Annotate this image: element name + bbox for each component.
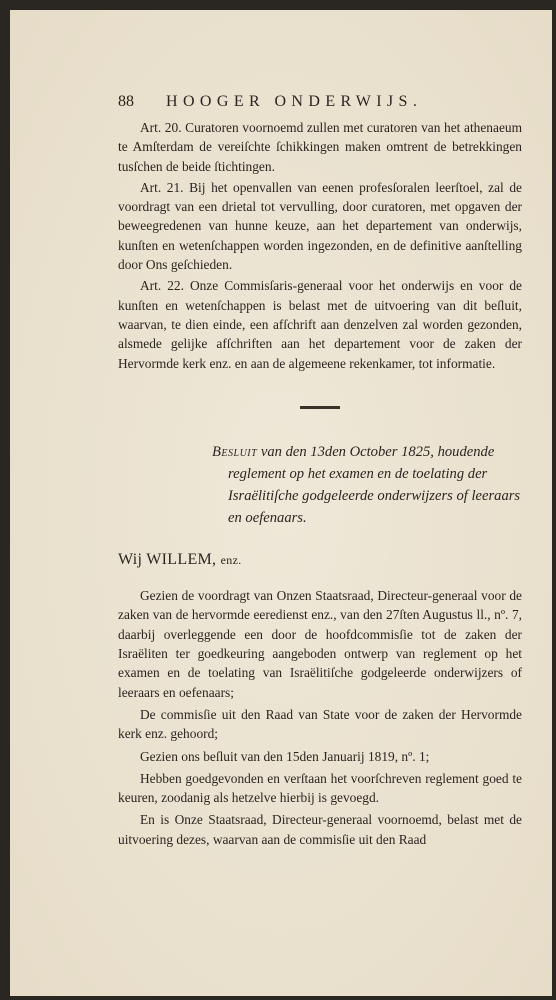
decree-opening [118, 550, 522, 570]
book-page [10, 10, 552, 996]
decree-title [212, 441, 522, 529]
running-title: HOOGER ONDERWIJS. [166, 93, 423, 110]
page-content [118, 92, 522, 849]
section-divider [300, 406, 340, 409]
decree-title-rest: van den 13den October 1825, houdende reglement op het examen en de toelating der Israëlitiſche godgeleerde onderwijzers of leeraars en oefenaars. [228, 443, 521, 526]
decree-title-lead: Besluit [212, 443, 258, 460]
article-20: Art. 20. Curatoren voornoemd zullen met curatoren van het athenaeum te Amſterdam de vereiſchte ſchikkingen maken omtrent de betrekkingen tusſchen de beide ſtichtingen. [118, 120, 522, 174]
article-22: Art. 22. Onze Commisſaris-generaal voor het onderwijs en voor de kunſten en wetenſchappen is belast met de uitvoering van dit beſluit, waarvan, te dien einde, een afſchrift aan denzelven zal worden gezonden, alsmede gelijke afſchriften aan het departement voor de zaken der Hervormde kerk enz. en aan de algemeene rekenkamer, tot informatie. [118, 278, 522, 371]
opening-name: Wij WILLEM, [118, 550, 217, 568]
opening-suffix: enz. [220, 552, 242, 567]
article-21: Art. 21. Bij het openvallen van eenen profesſoralen leerſtoel, zal de voordragt van een drietal tot vervulling, door curatoren, met opgaven der beweegredenen van hunne keuze, aan het departement van onderwijs, kunſten en wetenſchappen worden ingezonden, en de definitive aanſtelling door Ons geſchieden. [118, 179, 522, 273]
paragraph-uitvoering: En is Onze Staatsraad, Directeur-generaal voornoemd, belast met de uitvoering dezes, waarvan aan de commisſie uit den Raad [118, 812, 522, 847]
paragraph-voordragt: Gezien de voordragt van Onzen Staatsraad, Directeur-generaal voor de zaken van de hervormde eeredienst enz., van den 27ſten Augustus ll., nº. 7, daarbij overleggende een door de hoofdcommisſie tot de zaken der Israëliten ter goedkeuring aangeboden ontwerp van reglement op het examen en de toelating van Israëlitiſche godgeleerde onderwijzers of leeraars en oefenaars; [118, 588, 522, 700]
paragraph-commissie: De commisſie uit den Raad van State voor de zaken der Hervormde kerk enz. gehoord; [118, 706, 522, 742]
running-header [118, 92, 522, 116]
page-number: 88 [118, 93, 134, 110]
paragraph-besluit: Gezien ons beſluit van den 15den Januarij 1819, nº. 1; [140, 748, 430, 764]
paragraph-goedgevonden: Hebben goedgevonden en verſtaan het voorſchreven reglement goed te keuren, zoodanig als hetzelve hierbij is gevoegd. [118, 770, 522, 806]
